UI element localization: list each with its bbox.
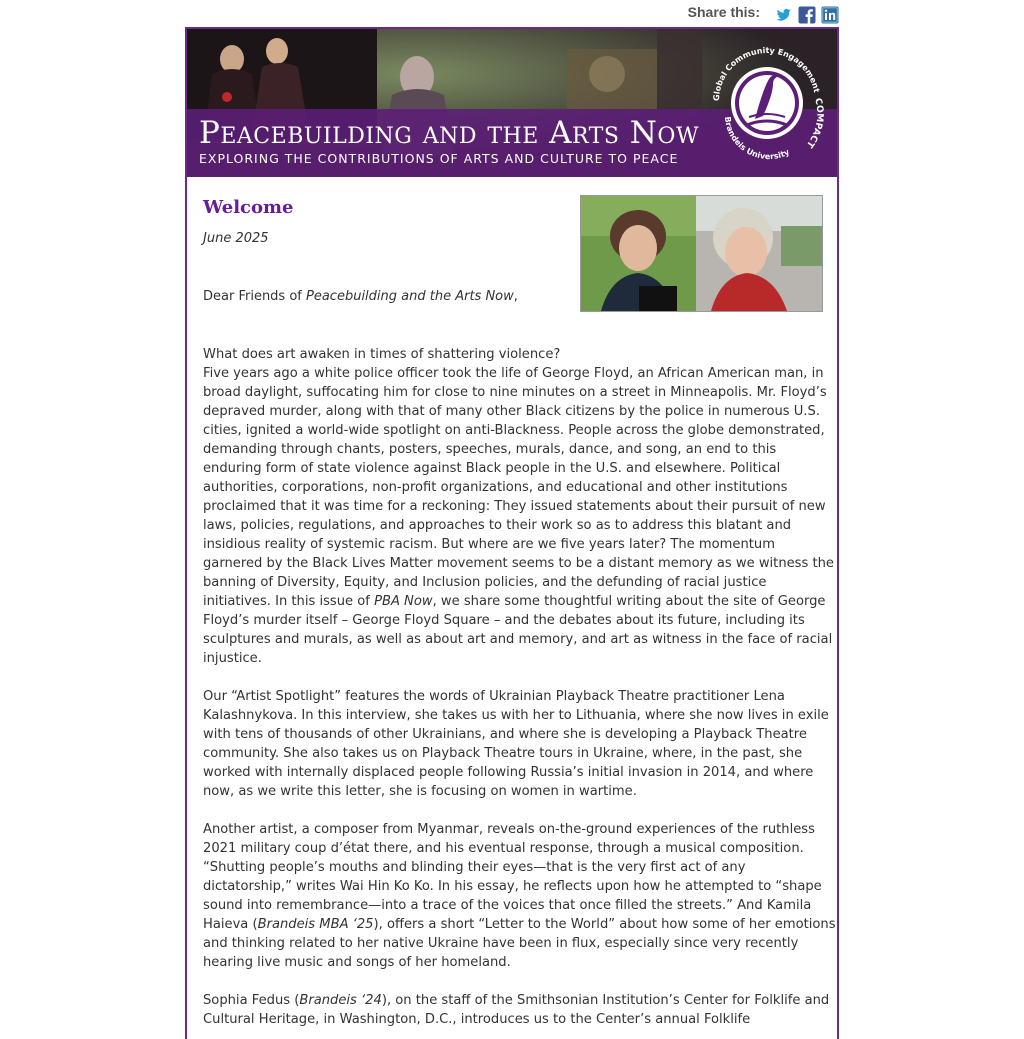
paragraph-4-a: Sophia Fedus (: [203, 993, 300, 1008]
banner-subtitle: EXPLORING THE CONTRIBUTIONS OF ARTS AND CULTURE TO PEACE: [199, 151, 679, 166]
linkedin-icon[interactable]: [821, 6, 839, 24]
paragraph-4: [203, 991, 838, 1029]
paragraph-1: [203, 345, 838, 668]
paragraph-2: Our “Artist Spotlight” features the words of Ukrainian Playback Theatre practitioner Lena Kalashnykova. In this interview, she takes us with her to Lithuania, where she now lives in exile with tens of thousands of other Ukrainians, and where she is developing a Playback Theatre community. She also takes us on Playback Theatre tours in Ukraine, where, in the past, she worked with internally displaced people following Russia’s initial invasion in 2014, and where now, as we write this letter, she is focusing on women in wartime.: [203, 689, 829, 799]
header-banner: [187, 29, 837, 179]
logo-text-side: COMPACT: [803, 97, 825, 150]
salutation-prefix: Dear Friends of: [203, 289, 306, 304]
brandeis-compact-logo: [697, 29, 837, 169]
pba-now-title: PBA Now: [374, 594, 433, 609]
paragraph-1-end: , we share some thoughtful writing about the site of George Floyd’s murder itself – George Floyd Square – and the debates about its future, including its sculptures and murals, as well as about art and memory, and art as witness in the face of racial injustice.: [203, 594, 833, 666]
facebook-icon[interactable]: [798, 6, 816, 24]
paragraph-3-italic: Brandeis MBA ‘25: [257, 917, 374, 932]
banner-divider: [187, 177, 837, 179]
logo-text-bottom: Brandeis University: [722, 116, 791, 162]
share-label: Share this:: [687, 3, 760, 20]
letter-body: [203, 345, 838, 1039]
editors-portrait-photo: [580, 195, 823, 312]
paragraph-4-italic: Brandeis ‘24: [299, 993, 382, 1008]
salutation-suffix: ,: [513, 289, 518, 304]
svg-text:COMPACT: [803, 97, 824, 150]
newsletter-frame: [185, 27, 839, 1039]
paragraph-3: [203, 820, 838, 972]
twitter-icon[interactable]: [775, 6, 793, 24]
issue-date: June 2025: [203, 231, 269, 246]
share-bar: [185, 0, 839, 27]
logo-text-top: Global Community Engagement: [711, 45, 822, 102]
banner-title: Peacebuilding and the Arts Now: [199, 115, 700, 151]
welcome-heading: Welcome: [203, 197, 294, 218]
paragraph-3-a: Another artist, a composer from Myanmar, reveals on-the-ground experiences of the ruthless 2021 military coup d’état there, and his eventual response, through a musical composition. “Shutting people’s mouths and blinding their eyes—that is the very first act of any dictatorship,” writes Wai Hin Ko Ko. In his essay, he reflects upon how he attempted to “shape sound into remembrance—into a trace of the voices that once filled the streets.” And Kamila Haieva (: [203, 822, 822, 932]
paragraph-4-b: ), on the staff of the Smithsonian Institution’s Center for Folklife and Cultural Heritage, in Washington, D.C., introduces us to the Center’s annual Folklife: [203, 993, 830, 1027]
salutation: [203, 289, 518, 304]
paragraph-1-text: Five years ago a white police officer took the life of George Floyd, an African American man, in broad daylight, suffocating him for close to nine minutes on a street in Minneapolis. Mr. Floyd’s depraved murder, along with that of many other Black citizens by the police in numerous U.S. cities, ignited a world-wide spotlight on anti-Blackness. People across the globe demonstrated, demanding through chants, posters, speeches, murals, dance, and song, an end to this enduring form of state violence against Black people in the U.S. and elsewhere. Political authorities, corporations, non-profit organizations, and educational and other institutions proclaimed that it was time for a reckoning: They issued statements about their pursuit of new laws, policies, regulations, and approaches to their work so as to address this blatant and insidious reality of systemic racism. But where are we five years later? The momentum garnered by the Black Lives Matter movement seems to be a distant memory as we witness the banning of Diversity, Equity, and Inclusion policies, and the defunding of racial justice initiatives. In this issue of: [203, 366, 834, 609]
paragraph-3-b: ), offers a short “Letter to the World” about how some of her emotions and thinking related to her native Ukraine have been in flux, especially since very recently hearing live music and songs of her homeland.: [203, 917, 836, 970]
salutation-title: Peacebuilding and the Arts Now: [306, 289, 514, 304]
opening-question: What does art awaken in times of shattering violence?: [203, 347, 561, 362]
